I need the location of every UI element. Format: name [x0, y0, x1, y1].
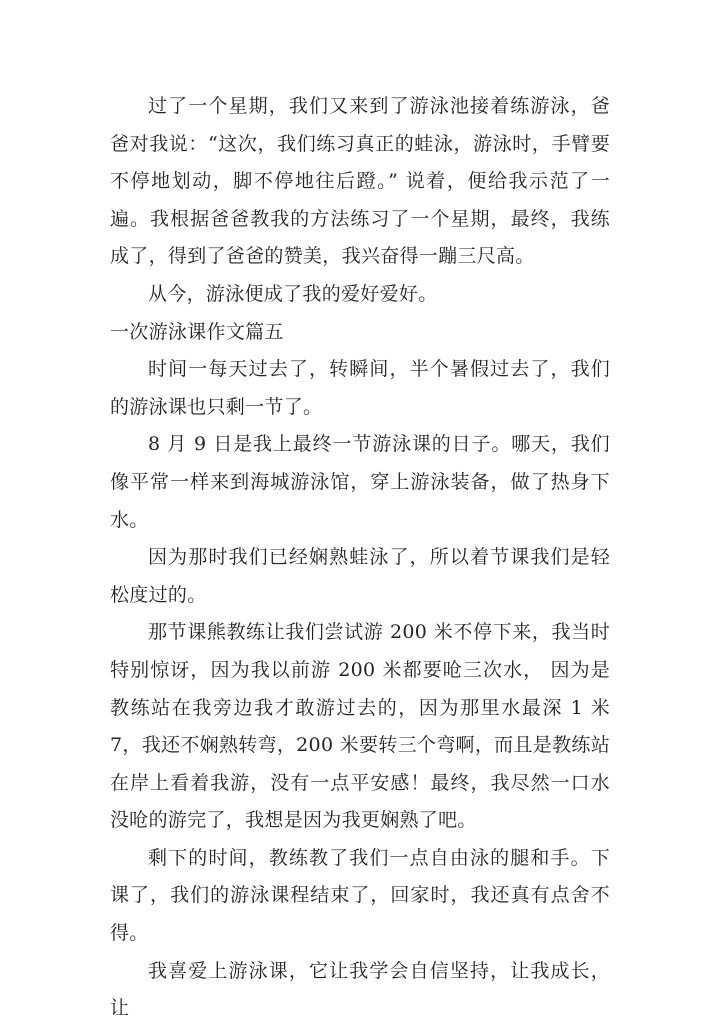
- paragraph: 因为那时我们已经娴熟蛙泳了，所以着节课我们是轻松度过的。: [110, 546, 610, 606]
- paragraph: 从今，游泳便成了我的爱好爱好。: [148, 282, 438, 305]
- paragraph: 剩下的时间，教练教了我们一点自由泳的腿和手。下课了，我们的游泳课程结束了，回家时，我还真有点舍不得。: [110, 846, 610, 945]
- paragraph: 时间一每天过去了，转瞬间，半个暑假过去了，我们的游泳课也只剩一节了。: [110, 358, 610, 418]
- paragraph: 8 月 9 日是我上最终一节游泳课的日子。哪天，我们像平常一样来到海城游泳馆，穿上游泳装备，做了热身下水。: [110, 433, 610, 531]
- section-heading: 一次游泳课作文篇五: [110, 320, 284, 343]
- document-body: [110, 88, 610, 1028]
- paragraph: 过了一个星期，我们又来到了游泳池接着练游泳，爸爸对我说：“这次，我们练习真正的蛙泳，游泳时，手臂要不停地划动，脚不停地往后蹬。” 说着，便给我示范了一遍。我根据爸爸教我的方法练习了一个星期，最终，我练成了，得到了爸爸的赞美，我兴奋得一蹦三尺高。: [110, 95, 610, 268]
- paragraph: 那节课熊教练让我们尝试游 200 米不停下来，我当时特别惊讶，因为我以前游 200 米都要呛三次水， 因为是教练站在我旁边我才敢游过去的，因为那里水最深 1 米 7，我还不娴熟转弯，200 米要转三个弯啊，而且是教练站在岸上看着我游，没有一点平安感！最终，我尽然一口水没呛的游完了，我想是因为我更娴熟了吧。: [110, 621, 610, 832]
- paragraph: 我喜爱上游泳课，它让我学会自信坚持，让我成长，让: [110, 959, 610, 1020]
